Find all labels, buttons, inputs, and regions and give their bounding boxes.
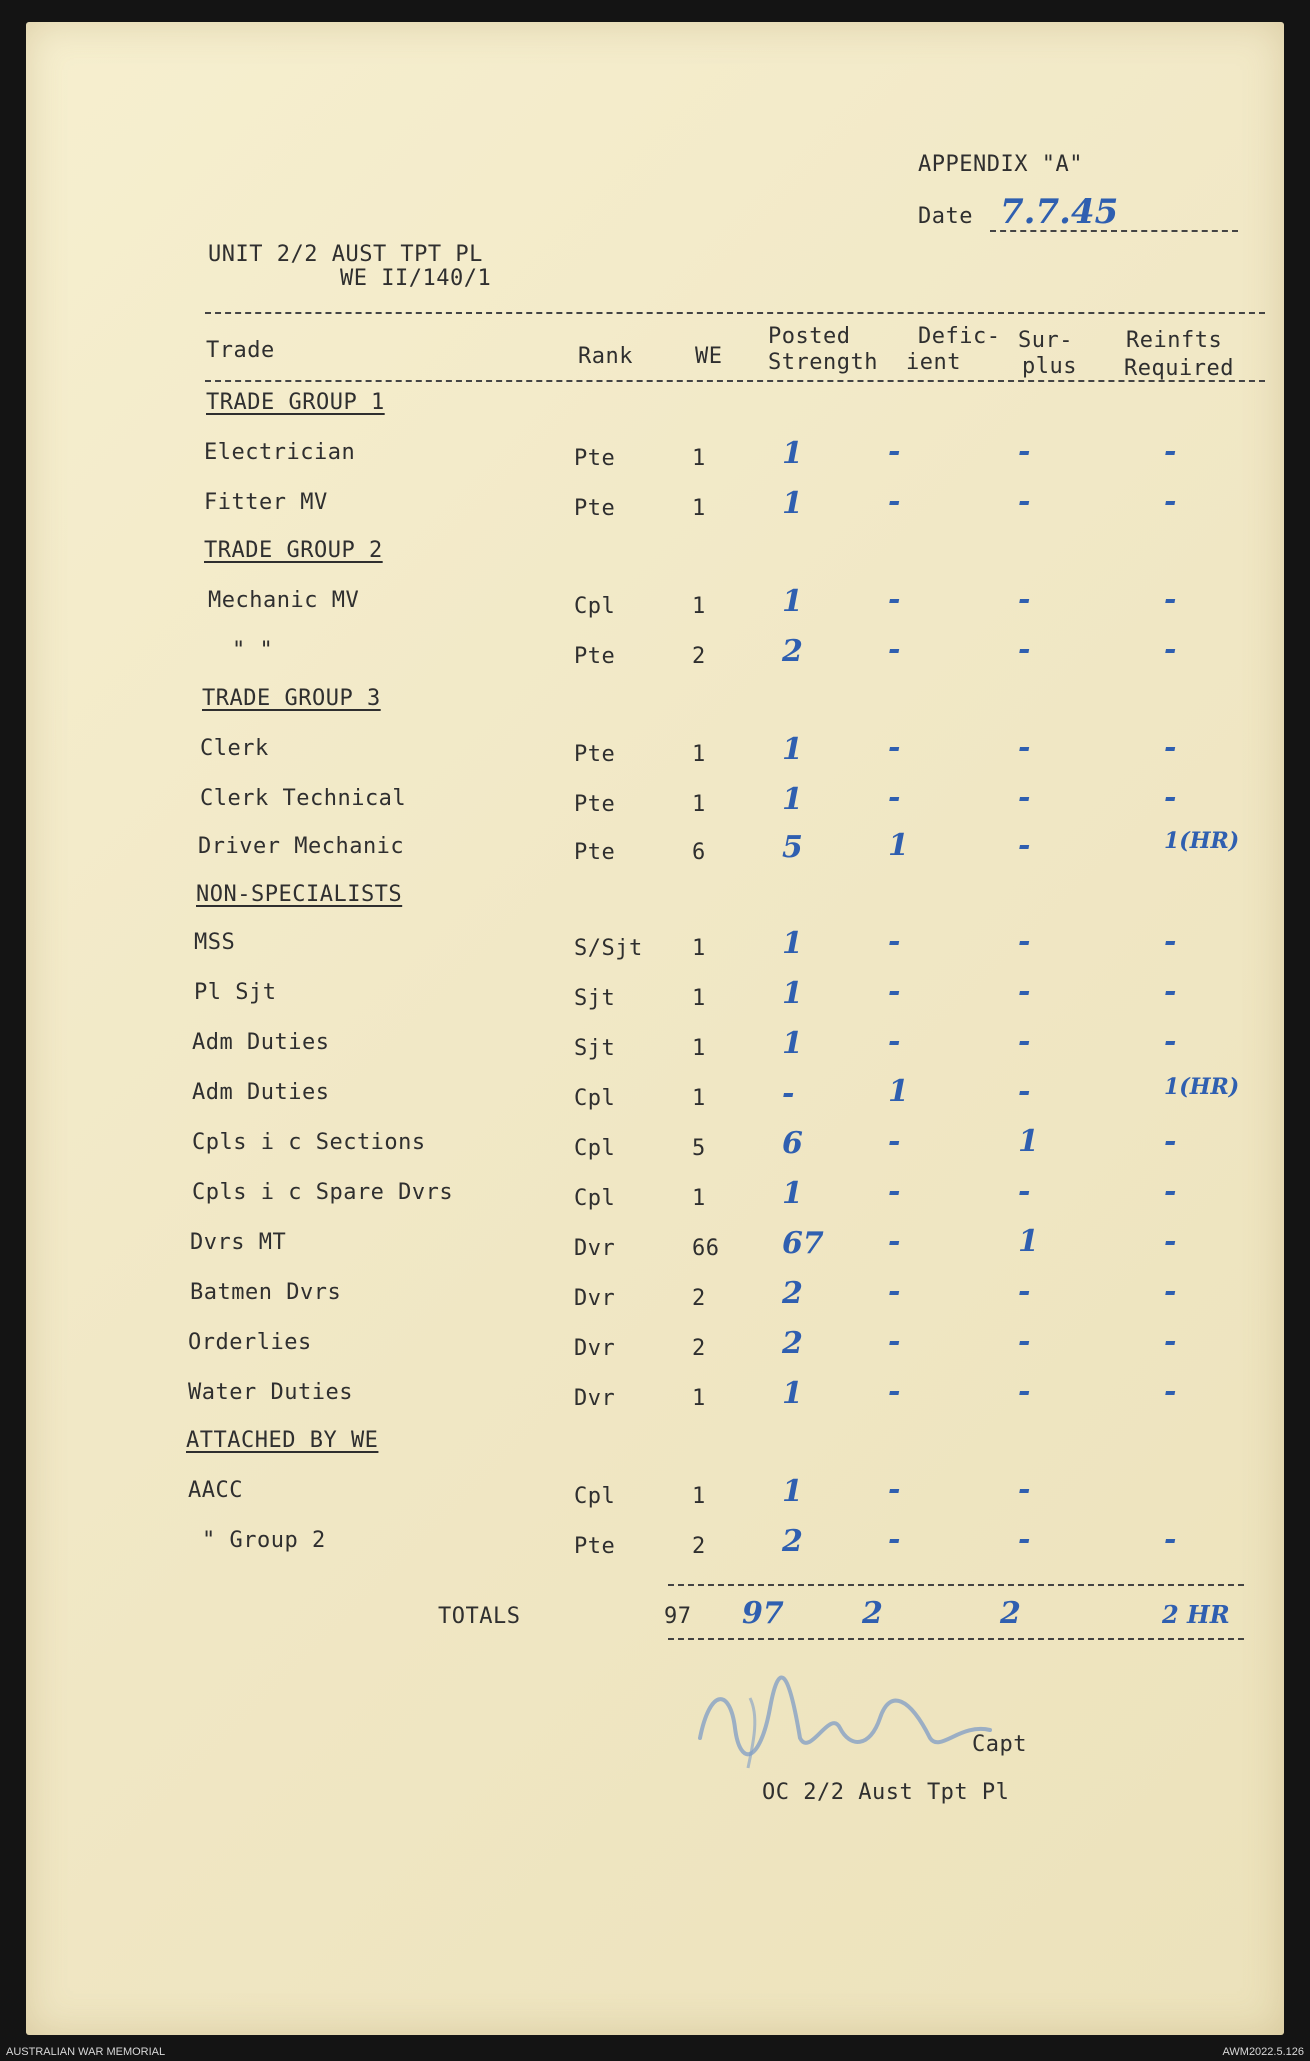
col-reinf-2: Required — [1124, 356, 1234, 381]
rank-cell: Pte — [574, 496, 616, 521]
totals-rule-bottom — [668, 1638, 1244, 1640]
date-value: 7.7.45 — [1000, 192, 1119, 232]
posted-cell: 1 — [782, 1026, 803, 1061]
deficient-cell: - — [888, 1472, 901, 1507]
deficient-cell: - — [888, 1522, 901, 1557]
trade-cell: Dvrs MT — [190, 1230, 287, 1255]
surplus-cell: - — [1018, 1174, 1031, 1209]
posted-cell: 1 — [782, 976, 803, 1011]
trade-cell: Adm Duties — [192, 1080, 330, 1105]
reinforcements-cell: - — [1164, 730, 1177, 765]
rank-cell: S/Sjt — [574, 936, 643, 961]
we-cell: 1 — [692, 792, 706, 817]
section-trade-group-3: TRADE GROUP 3 — [202, 686, 381, 711]
posted-cell: 6 — [782, 1126, 803, 1161]
rank-cell: Pte — [574, 742, 616, 767]
we-reference: WE II/140/1 — [340, 266, 492, 291]
posted-cell: 1 — [782, 584, 803, 619]
col-we: WE — [695, 344, 723, 369]
trade-cell: MSS — [194, 930, 236, 955]
surplus-cell: - — [1018, 974, 1031, 1009]
surplus-cell: - — [1018, 434, 1031, 469]
reinforcements-cell: - — [1164, 582, 1177, 617]
trade-cell: Water Duties — [188, 1380, 353, 1405]
appendix-label: APPENDIX "A" — [918, 152, 1083, 177]
posted-cell: 2 — [782, 634, 803, 669]
reinforcements-cell: - — [1164, 632, 1177, 667]
posted-cell: 1 — [782, 486, 803, 521]
deficient-cell: - — [888, 1174, 901, 1209]
rank-cell: Sjt — [574, 1036, 616, 1061]
reinforcements-cell: - — [1164, 1522, 1177, 1557]
col-surplus-1: Sur- — [1018, 328, 1073, 353]
reinforcements-cell: - — [1164, 974, 1177, 1009]
surplus-cell: 1 — [1018, 1224, 1039, 1259]
trade-cell: Orderlies — [188, 1330, 312, 1355]
rank-cell: Dvr — [574, 1286, 616, 1311]
deficient-cell: - — [888, 780, 901, 815]
rank-cell: Pte — [574, 446, 616, 471]
date-label: Date — [918, 204, 973, 229]
surplus-cell: - — [1018, 1024, 1031, 1059]
trade-cell: AACC — [188, 1478, 243, 1503]
we-cell: 1 — [692, 594, 706, 619]
posted-cell: 1 — [782, 1474, 803, 1509]
rank-cell: Cpl — [574, 1086, 616, 1111]
posted-cell: 1 — [782, 1176, 803, 1211]
rank-cell: Pte — [574, 792, 616, 817]
section-non-specialists: NON-SPECIALISTS — [196, 882, 403, 907]
rank-cell: Cpl — [574, 594, 616, 619]
we-cell: 1 — [692, 1036, 706, 1061]
rank-cell: Cpl — [574, 1186, 616, 1211]
reinforcements-cell: 1(HR) — [1164, 1074, 1240, 1100]
surplus-cell: - — [1018, 1324, 1031, 1359]
reinforcements-cell: 1(HR) — [1164, 828, 1240, 854]
we-cell: 1 — [692, 986, 706, 1011]
we-cell: 1 — [692, 1386, 706, 1411]
trade-cell: Batmen Dvrs — [190, 1280, 342, 1305]
deficient-cell: - — [888, 1024, 901, 1059]
we-cell: 1 — [692, 1086, 706, 1111]
we-cell: 2 — [692, 1534, 706, 1559]
col-defic-1: Defic- — [918, 324, 1001, 349]
deficient-cell: - — [888, 582, 901, 617]
unit-title: UNIT 2/2 AUST TPT PL — [208, 242, 483, 267]
reinforcements-cell: - — [1164, 1324, 1177, 1359]
surplus-cell: - — [1018, 582, 1031, 617]
posted-cell: 1 — [782, 1376, 803, 1411]
surplus-cell: 1 — [1018, 1124, 1039, 1159]
deficient-cell: - — [888, 1324, 901, 1359]
surplus-cell: - — [1018, 632, 1031, 667]
deficient-cell: 1 — [888, 1074, 909, 1109]
we-cell: 2 — [692, 1336, 706, 1361]
posted-cell: 1 — [782, 436, 803, 471]
deficient-cell: - — [888, 1224, 901, 1259]
totals-posted: 97 — [742, 1596, 784, 1631]
section-trade-group-1: TRADE GROUP 1 — [206, 390, 385, 415]
col-posted-1: Posted — [768, 324, 851, 349]
col-defic-2: ient — [906, 350, 961, 375]
deficient-cell: - — [888, 1274, 901, 1309]
col-posted-2: Strength — [768, 350, 878, 375]
deficient-cell: - — [888, 974, 901, 1009]
surplus-cell: - — [1018, 1374, 1031, 1409]
totals-we: 97 — [664, 1604, 692, 1629]
posted-cell: 2 — [782, 1524, 803, 1559]
rank-cell: Pte — [574, 1534, 616, 1559]
section-attached-by-we: ATTACHED BY WE — [186, 1428, 379, 1453]
section-trade-group-2: TRADE GROUP 2 — [204, 538, 383, 563]
footer-right: AWM2022.5.126 — [1222, 2046, 1304, 2058]
totals-rule-top — [668, 1584, 1244, 1586]
trade-cell: Cpls i c Spare Dvrs — [192, 1180, 454, 1205]
posted-cell: 5 — [782, 830, 803, 865]
surplus-cell: - — [1018, 1522, 1031, 1557]
trade-cell: Adm Duties — [192, 1030, 330, 1055]
trade-cell: Cpls i c Sections — [192, 1130, 426, 1155]
trade-cell: " " — [232, 638, 274, 663]
trade-cell: Fitter MV — [204, 490, 328, 515]
reinforcements-cell: - — [1164, 1374, 1177, 1409]
trade-cell: Clerk — [200, 736, 269, 761]
deficient-cell: - — [888, 1124, 901, 1159]
we-cell: 1 — [692, 1186, 706, 1211]
rank-cell: Cpl — [574, 1484, 616, 1509]
rank-cell: Dvr — [574, 1336, 616, 1361]
reinforcements-cell: - — [1164, 780, 1177, 815]
we-cell: 5 — [692, 1136, 706, 1161]
reinforcements-cell: - — [1164, 1224, 1177, 1259]
we-cell: 66 — [692, 1236, 720, 1261]
posted-cell: 1 — [782, 732, 803, 767]
deficient-cell: 1 — [888, 828, 909, 863]
signature-rank: Capt — [972, 1732, 1027, 1757]
col-reinf-1: Reinfts — [1126, 328, 1223, 353]
signature-title: OC 2/2 Aust Tpt Pl — [762, 1780, 1010, 1805]
deficient-cell: - — [888, 484, 901, 519]
we-cell: 2 — [692, 1286, 706, 1311]
posted-cell: 2 — [782, 1276, 803, 1311]
reinforcements-cell: - — [1164, 1274, 1177, 1309]
col-trade: Trade — [206, 338, 275, 363]
surplus-cell: - — [1018, 730, 1031, 765]
trade-cell: Mechanic MV — [208, 588, 360, 613]
col-rank: Rank — [578, 344, 633, 369]
trade-cell: Clerk Technical — [200, 786, 407, 811]
we-cell: 2 — [692, 644, 706, 669]
deficient-cell: - — [888, 632, 901, 667]
posted-cell: 2 — [782, 1326, 803, 1361]
surplus-cell: - — [1018, 828, 1031, 863]
we-cell: 1 — [692, 1484, 706, 1509]
signature-scribble — [690, 1668, 1010, 1778]
deficient-cell: - — [888, 1374, 901, 1409]
totals-reinf: 2 HR — [1162, 1600, 1230, 1629]
trade-cell: Electrician — [204, 440, 356, 465]
totals-label: TOTALS — [438, 1604, 521, 1629]
surplus-cell: - — [1018, 924, 1031, 959]
trade-cell: Pl Sjt — [194, 980, 277, 1005]
we-cell: 1 — [692, 496, 706, 521]
we-cell: 1 — [692, 742, 706, 767]
posted-cell: - — [782, 1076, 795, 1111]
deficient-cell: - — [888, 434, 901, 469]
trade-cell: " Group 2 — [202, 1528, 326, 1553]
reinforcements-cell: - — [1164, 434, 1177, 469]
document-page — [26, 22, 1284, 2035]
header-rule-top — [205, 312, 1265, 314]
we-cell: 1 — [692, 936, 706, 961]
deficient-cell: - — [888, 924, 901, 959]
surplus-cell: - — [1018, 1274, 1031, 1309]
rank-cell: Dvr — [574, 1236, 616, 1261]
posted-cell: 1 — [782, 782, 803, 817]
reinforcements-cell: - — [1164, 1124, 1177, 1159]
rank-cell: Cpl — [574, 1136, 616, 1161]
reinforcements-cell: - — [1164, 484, 1177, 519]
posted-cell: 67 — [782, 1226, 824, 1261]
deficient-cell: - — [888, 730, 901, 765]
surplus-cell: - — [1018, 484, 1031, 519]
rank-cell: Pte — [574, 644, 616, 669]
we-cell: 6 — [692, 840, 706, 865]
footer-left: AUSTRALIAN WAR MEMORIAL — [6, 2046, 166, 2058]
reinforcements-cell: - — [1164, 1024, 1177, 1059]
surplus-cell: - — [1018, 1074, 1031, 1109]
reinforcements-cell: - — [1164, 924, 1177, 959]
we-cell: 1 — [692, 446, 706, 471]
surplus-cell: - — [1018, 1472, 1031, 1507]
col-surplus-2: plus — [1022, 354, 1077, 379]
trade-cell: Driver Mechanic — [198, 834, 405, 859]
totals-defic: 2 — [862, 1596, 883, 1631]
rank-cell: Dvr — [574, 1386, 616, 1411]
surplus-cell: - — [1018, 780, 1031, 815]
rank-cell: Sjt — [574, 986, 616, 1011]
posted-cell: 1 — [782, 926, 803, 961]
reinforcements-cell: - — [1164, 1174, 1177, 1209]
header-rule-bottom — [205, 380, 1265, 382]
totals-surplus: 2 — [1000, 1596, 1021, 1631]
rank-cell: Pte — [574, 840, 616, 865]
